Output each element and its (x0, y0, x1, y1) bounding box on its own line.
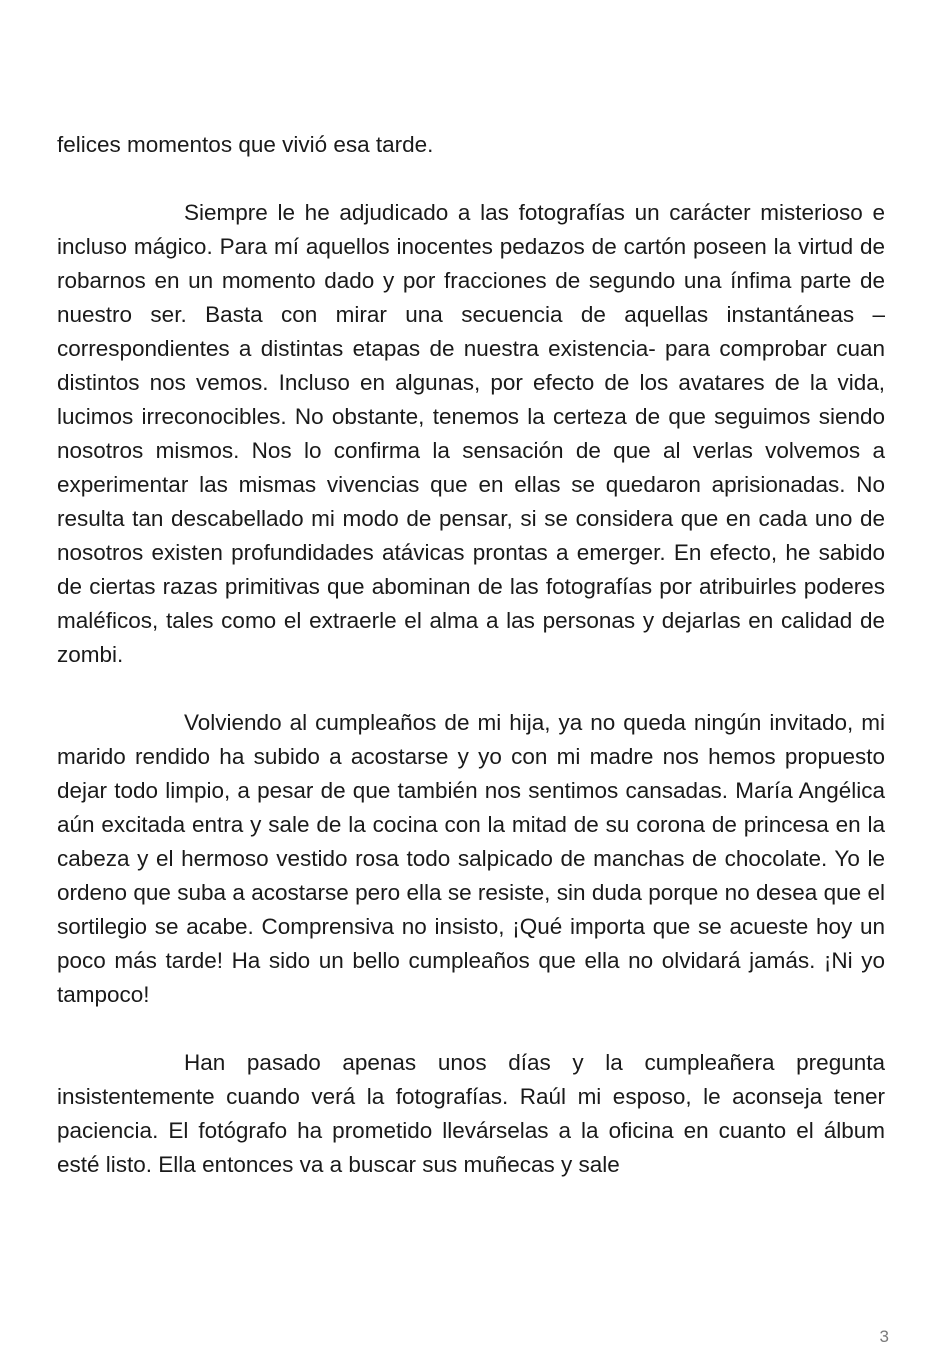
body-text (57, 128, 885, 1182)
page-number: 3 (879, 1327, 889, 1346)
paragraph-photographs: Siempre le he adjudicado a las fotografías un carácter misterioso e incluso mágico. Para mí aquellos inocentes pedazos de cartón poseen la virtud de robarnos en un momento dado y por fracciones de segundo una ínfima parte de nuestro ser. Basta con mirar una secuencia de aquellas instantáneas –correspondientes a distintas etapas de nuestra existencia- para comprobar cuan distintos nos vemos. Incluso en algunas, por efecto de los avatares de la vida, lucimos irreconocibles. No obstante, tenemos la certeza de que seguimos siendo nosotros mismos. Nos lo confirma la sensación de que al verlas volvemos a experimentar las mismas vivencias que en ellas se quedaron aprisionadas. No resulta tan descabellado mi modo de pensar, si se considera que en cada uno de nosotros existen profundidades atávicas prontas a emerger. En efecto, he sabido de ciertas razas primitivas que abominan de las fotografías por atribuirles poderes maléficos, tales como el extraerle el alma a las personas y dejarlas en calidad de zombi. (57, 200, 885, 667)
paragraph-continuation: felices momentos que vivió esa tarde. (57, 132, 434, 157)
paragraph-days-passed: Han pasado apenas unos días y la cumpleañera pregunta insistentemente cuando verá la fotografías. Raúl mi esposo, le aconseja tener paciencia. El fotógrafo ha prometido llevárselas a la oficina en cuanto el álbum esté listo. Ella entonces va a buscar sus muñecas y sale (57, 1050, 885, 1177)
paragraph-birthday: Volviendo al cumpleaños de mi hija, ya no queda ningún invitado, mi marido rendido ha subido a acostarse y yo con mi madre nos hemos propuesto dejar todo limpio, a pesar de que también nos sentimos cansadas. María Angélica aún excitada entra y sale de la cocina con la mitad de su corona de princesa en la cabeza y el hermoso vestido rosa todo salpicado de manchas de chocolate. Yo le ordeno que suba a acostarse pero ella se resiste, sin duda porque no desea que el sortilegio se acabe. Comprensiva no insisto, ¡Qué importa que se acueste hoy un poco más tarde! Ha sido un bello cumpleaños que ella no olvidará jamás. ¡Ni yo tampoco! (57, 710, 885, 1007)
